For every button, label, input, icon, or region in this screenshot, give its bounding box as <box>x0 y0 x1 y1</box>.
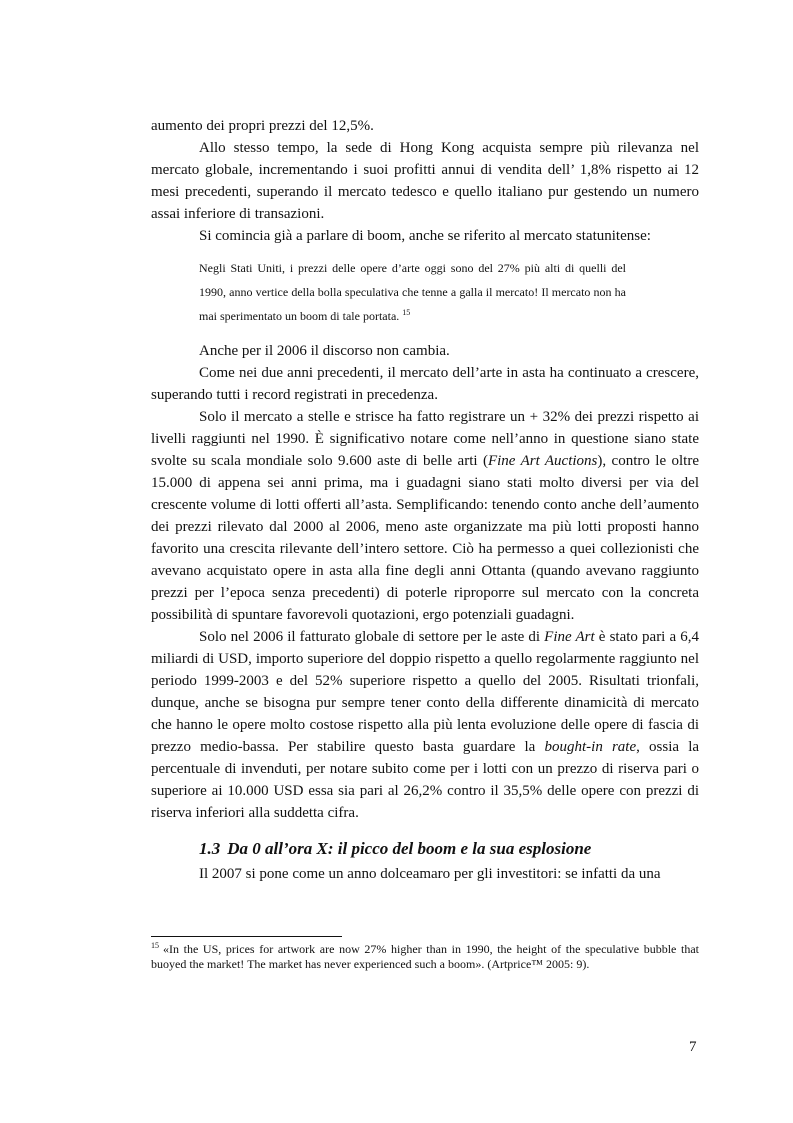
body-text <box>151 115 699 885</box>
paragraph: aumento dei propri prezzi del 12,5%. <box>151 118 374 134</box>
paragraph: Il 2007 si pone come un anno dolceamaro per gli investitori: se infatti da una <box>199 866 661 882</box>
footnote <box>151 942 699 972</box>
section-title: Da 0 all’ora X: il picco del boom e la sua esplosione <box>227 839 592 858</box>
footnote-text: «In the US, prices for artwork are now 27% higher than in 1990, the height of the speculative bubble that buoyed the market! The market has never experienced such a boom». (Artprice™ 2005: 9). <box>151 942 699 971</box>
text-run: ), contro le oltre 15.000 di appena sei anni prima, ma i guadagni siano stati molto diversi per via del crescente volume di lotti offerti all’asta. Semplificando: tenendo conto anche dell’aumento dei prezzi rilevato dal 2000 al 2006, meno aste organizzate ma più lotti proposti hanno favorito una crescita rilevante dell’intero settore. Ciò ha permesso a quei collezionisti che avevano acquistato opere in asta alla fine degli anni Ottanta (quando avevano raggiunto prezzi per l’epoca senza precedenti) di poterle riproporre sul mercato con la concreta possibilità di spuntare favorevoli quotazioni, ergo potenziali guadagni. <box>151 453 700 623</box>
footnote-reference: 15 <box>402 308 411 317</box>
paragraph: Allo stesso tempo, la sede di Hong Kong acquista sempre più rilevanza nel mercato globale, incrementando i suoi profitti annui di vendita dell’ 1,8% rispetto ai 12 mesi precedenti, superando il mercato tedesco e quello italiano pur gestendo un numero assai inferiore di transazioni. <box>151 140 699 222</box>
block-quote <box>199 256 626 328</box>
paragraph <box>151 626 699 824</box>
italic-term: bought-in rate <box>544 739 637 755</box>
paragraph: Come nei due anni precedenti, il mercato dell’arte in asta ha continuato a crescere, superando tutti i record registrati in precedenza. <box>151 365 699 403</box>
footnote-separator <box>151 936 342 937</box>
italic-term: Fine Art Auctions <box>487 453 598 469</box>
text-run: Solo nel 2006 il fatturato globale di settore per le aste di <box>199 629 545 645</box>
paragraph: Anche per il 2006 il discorso non cambia. <box>199 343 450 359</box>
text-run: , ossia la percentuale di invenduti, per notare subito come per i lotti con un prezzo di riserva pari o superiore ai 10.000 USD essa sia pari al 26,2% contro il 35,5% delle opere con prezzi di riserva inferiori alla suddetta cifra. <box>151 739 700 821</box>
section-heading <box>199 837 699 861</box>
footnote-number: 15 <box>151 941 159 950</box>
section-number: 1.3 <box>199 839 221 858</box>
paragraph: Si comincia già a parlare di boom, anche se riferito al mercato statunitense: <box>199 228 651 244</box>
italic-term: Fine Art <box>544 629 595 645</box>
text-run: è stato pari a 6,4 miliardi di USD, importo superiore del doppio rispetto a quello regolarmente raggiunto nel periodo 1999-2003 e del 52% superiore rispetto a quello del 2005. Risultati trionfali, dunque, anche se bisogna pur sempre tener conto della differente dinamicità di mercato che hanno le opere molto costose rispetto alla più lenta evoluzione delle opere di fascia di prezzo medio-bassa. Per stabilire questo basta guardare la <box>151 629 699 755</box>
paragraph <box>151 406 699 626</box>
text-run: Solo il mercato a stelle e strisce ha fatto registrare un + 32% dei prezzi rispetto ai livelli raggiunti nel 1990. È significativo notare come nell’anno in questione siano state svolte su scala mondiale solo 9.600 aste di belle arti ( <box>151 409 699 469</box>
page-number: 7 <box>689 1039 697 1055</box>
quote-text: Negli Stati Uniti, i prezzi delle opere d’arte oggi sono del 27% più alti di quelli del 1990, anno vertice della bolla speculativa che tenne a galla il mercato! Il mercato non ha mai sperimentato un boom di tale portata. <box>199 261 626 323</box>
